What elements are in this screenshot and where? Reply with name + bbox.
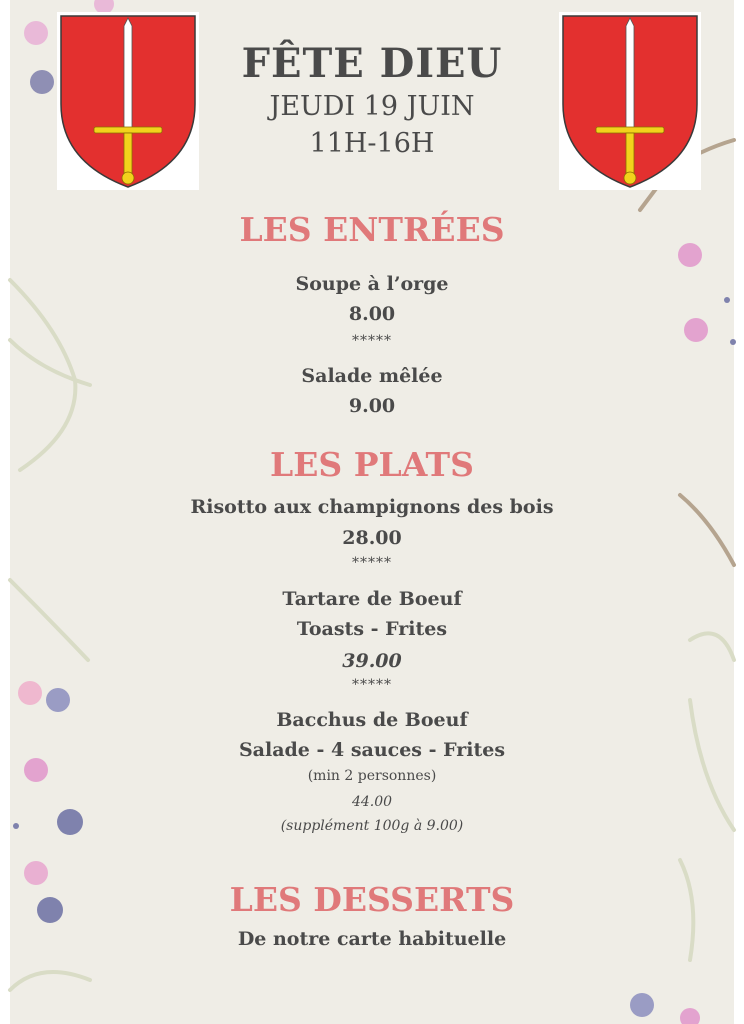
event-hours: 11H-16H <box>309 128 435 159</box>
event-date: JEUDI 19 JUIN <box>269 91 475 122</box>
menu-item-detail: Toasts - Frites <box>296 618 448 640</box>
menu-item-price: 8.00 <box>348 303 396 325</box>
menu-item-note: (min 2 personnes) <box>307 768 437 784</box>
menu-item-supplement: (supplément 100g à 9.00) <box>280 818 464 834</box>
separator: ***** <box>352 677 392 693</box>
menu-item-price: 44.00 <box>351 794 393 810</box>
menu-item-price: 28.00 <box>342 527 402 549</box>
menu-item-name: Salade mêlée <box>301 365 443 387</box>
menu-item-price: 39.00 <box>342 650 402 672</box>
section-title-plats: LES PLATS <box>270 445 474 484</box>
separator: ***** <box>352 333 392 349</box>
menu-item-name: Risotto aux champignons des bois <box>190 496 554 518</box>
section-title-entrees: LES ENTRÉES <box>239 210 505 249</box>
desserts-text: De notre carte habituelle <box>237 928 507 950</box>
separator: ***** <box>352 555 392 571</box>
section-title-desserts: LES DESSERTS <box>229 880 515 919</box>
menu-item-detail: Salade - 4 sauces - Frites <box>238 739 506 761</box>
event-title: FÊTE DIEU <box>241 40 503 87</box>
menu-item-price: 9.00 <box>348 395 396 417</box>
menu-item-name: Bacchus de Boeuf <box>276 709 468 731</box>
menu-item-name: Tartare de Boeuf <box>282 588 462 610</box>
menu-item-name: Soupe à l’orge <box>295 273 449 295</box>
